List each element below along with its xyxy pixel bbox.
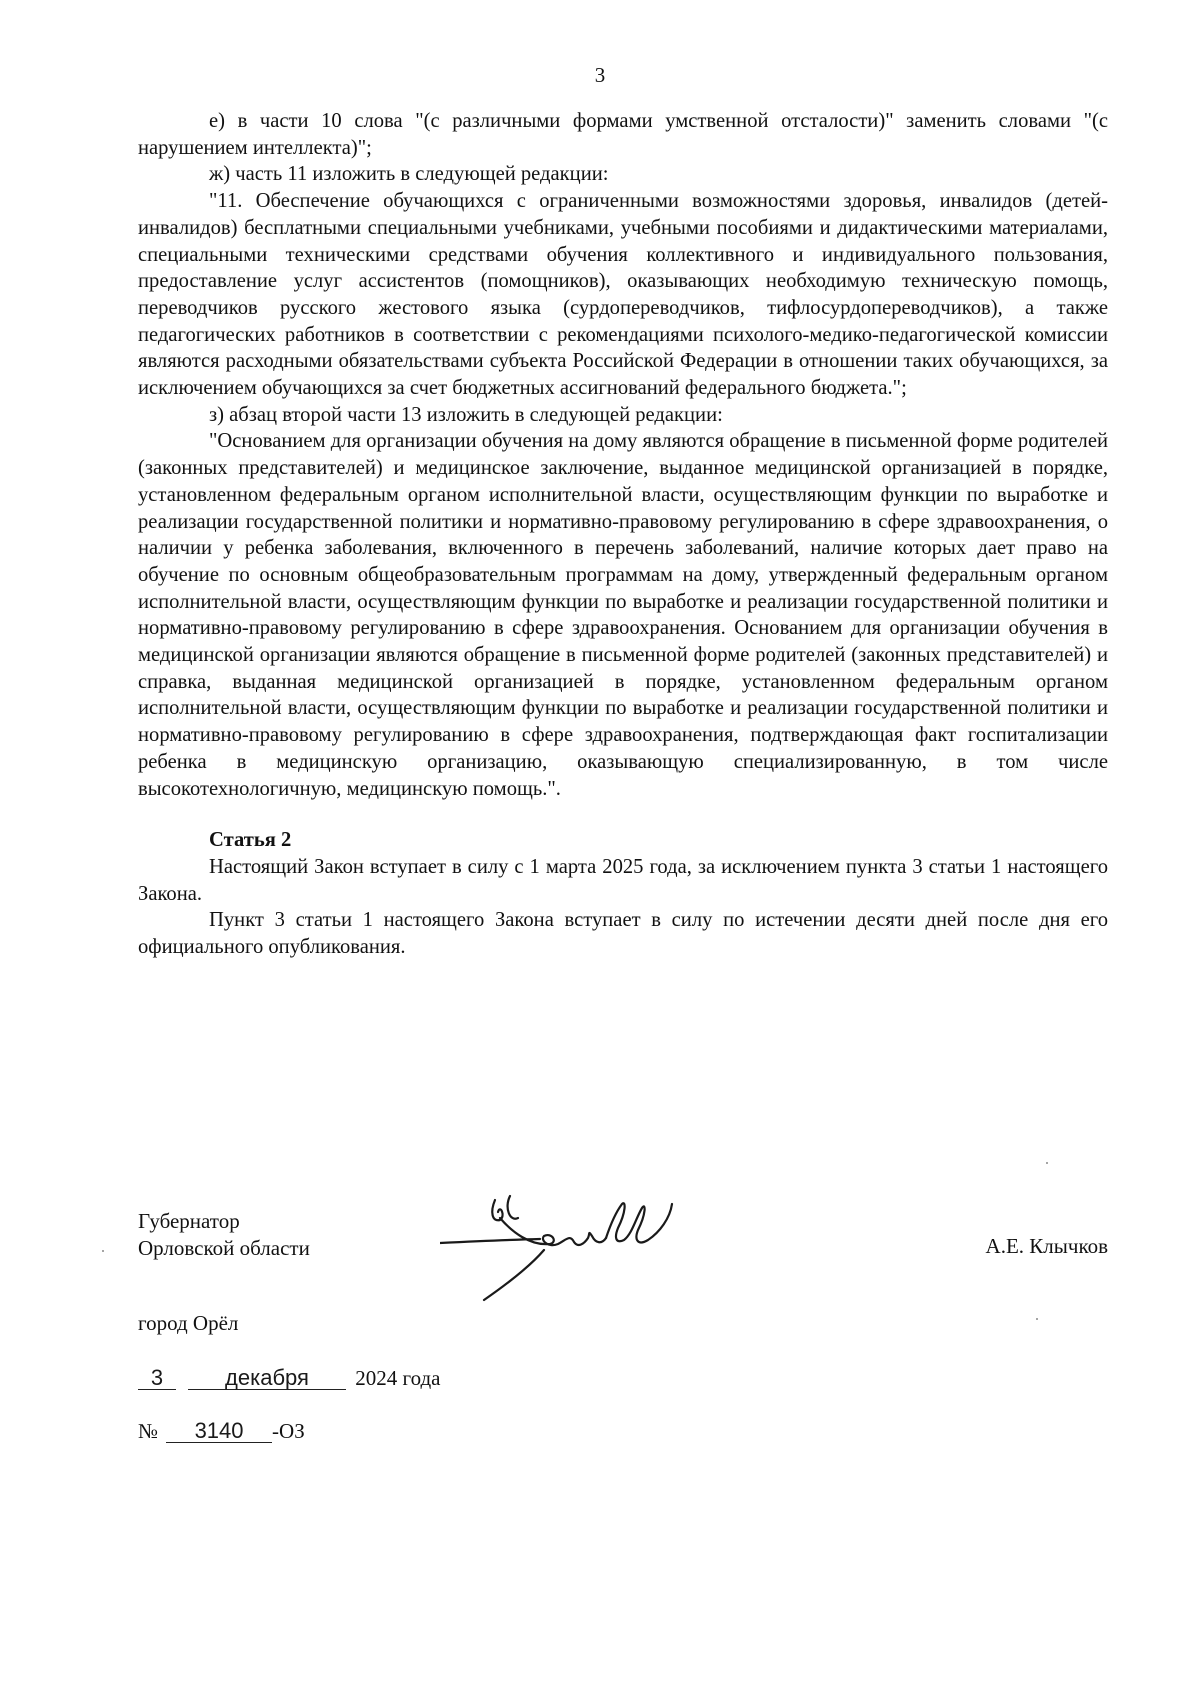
scan-speck	[102, 1250, 104, 1252]
signatory-name: А.Е. Клычков	[985, 1234, 1108, 1258]
place-of-signing: город Орёл	[138, 1311, 239, 1335]
page-number: 3	[594, 63, 606, 87]
law-number-value: 3140	[166, 1420, 272, 1443]
paragraph-part-11-text: "11. Обеспечение обучающихся с ограниченными возможностями здоровья, инвалидов (детей-инвалидов) бесплатными специальными учебниками, учебными пособиями и дидактическими материалами, специальными техническими средствами обучения коллективного и индивидуального пользования, предоставление услуг ассистентов (помощников), оказывающих необходимую техническую помощь, переводчиков русского жестового языка (сурдопереводчиков, тифлосурдопереводчиков), а также педагогических работников в соответствии с рекомендациями психолого-медико-педагогической комиссии являются расходными обязательствами субъекта Российской Федерации в отношении таких обучающихся, за исключением обучающихся за счет бюджетных ассигнований федерального бюджета.";	[138, 190, 1108, 400]
signatory-position-line: Орловской области	[138, 1236, 310, 1260]
article-heading: Статья 2	[209, 829, 292, 852]
paragraph-part-13-text: "Основанием для организации обучения на дому являются обращение в письменной форме родителей (законных представителей) и медицинское заключение, выданное медицинской организацией в порядке, установленном федеральным органом исполнительной власти, осуществляющим функции по выработке и реализации государственной политики и нормативно-правовому регулированию в сфере здравоохранения, о наличии у ребенка заболевания, включенного в перечень заболеваний, наличие которых дает право на обучение по основным общеобразовательным программам на дому, утвержденный федеральным органом исполнительной власти, осуществляющим функции по выработке и реализации государственной политики и нормативно-правовому регулированию в сфере здравоохранения. Основанием для организации обучения в медицинской организации являются обращение в письменной форме родителей (законных представителей) и справка, выданная медицинской организацией в порядке, установленном федеральным органом исполнительной власти, осуществляющим функции по выработке и реализации государственной политики и нормативно-правовому регулированию в сфере здравоохранения, подтверждающая факт госпитализации ребенка в медицинскую организацию, оказывающую специализированную, в том числе высокотехнологичную, медицинскую помощь.".	[138, 430, 1108, 800]
law-number	[138, 1418, 305, 1445]
paragraph-amendment-e: е) в части 10 слова "(с различными формами умственной отсталости)" заменить словами "(с нарушением интеллекта)";	[138, 110, 1108, 159]
date-month: декабря	[188, 1367, 346, 1390]
date-day: 3	[138, 1367, 176, 1390]
paragraph-amendment-z: з) абзац второй части 13 изложить в следующей редакции:	[209, 403, 723, 426]
scan-speck	[1046, 1162, 1048, 1164]
law-number-suffix: -ОЗ	[272, 1419, 305, 1443]
scan-speck	[1036, 1318, 1038, 1320]
document-body	[138, 108, 1108, 961]
signatory-position-line: Губернатор	[138, 1209, 240, 1233]
handwritten-signature	[440, 1182, 690, 1302]
signatory-position	[138, 1208, 310, 1262]
article-paragraph: Пункт 3 статьи 1 настоящего Закона вступает в силу по истечении десяти дней после дня его официального опубликования.	[138, 909, 1108, 959]
signing-date	[138, 1365, 441, 1392]
law-number-prefix: №	[138, 1419, 159, 1443]
article-paragraph: Настоящий Закон вступает в силу с 1 марта 2025 года, за исключением пункта 3 статьи 1 настоящего Закона.	[138, 855, 1108, 905]
date-year: 2024 года	[355, 1366, 441, 1390]
paragraph-amendment-zh: ж) часть 11 изложить в следующей редакции:	[209, 163, 609, 186]
